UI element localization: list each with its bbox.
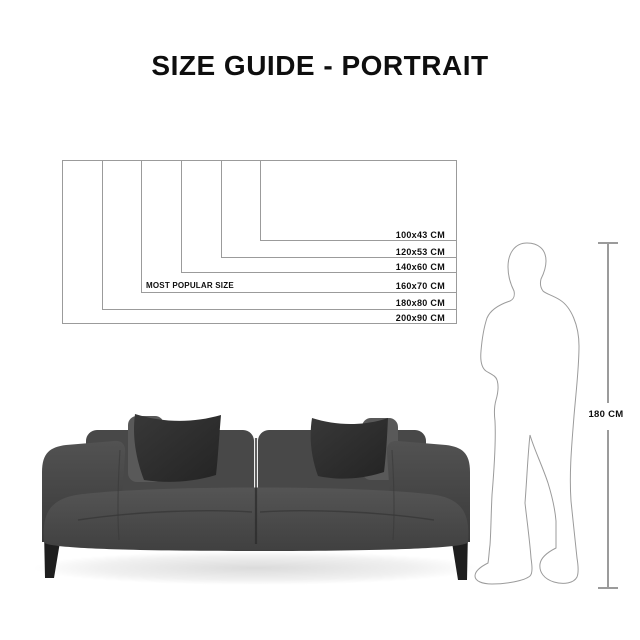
sofa-floor-shadow: [32, 551, 480, 585]
sofa-illustration: [28, 392, 484, 592]
size-label-100x43: 100x43 CM: [395, 230, 445, 240]
page-title: SIZE GUIDE - PORTRAIT: [151, 50, 489, 81]
person-outline: [475, 243, 579, 584]
sofa-pillow-right: [311, 418, 388, 479]
size-label-180x80: 180x80 CM: [395, 298, 445, 308]
ruler-line-lower: [607, 430, 609, 587]
sofa-pillow-left: [134, 414, 221, 482]
person-silhouette-illustration: [470, 237, 586, 593]
size-label-200x90: 200x90 CM: [395, 313, 445, 323]
size-label-120x53: 120x53 CM: [395, 247, 445, 257]
ruler-bottom-cap: [598, 587, 618, 589]
most-popular-size-label: MOST POPULAR SIZE: [146, 281, 234, 290]
size-label-140x60: 140x60 CM: [395, 262, 445, 272]
person-height-label: 180 CM: [588, 409, 624, 420]
size-label-160x70: 160x70 CM: [395, 281, 445, 291]
ruler-line-upper: [607, 244, 609, 403]
size-rect-100x43: [260, 160, 457, 241]
